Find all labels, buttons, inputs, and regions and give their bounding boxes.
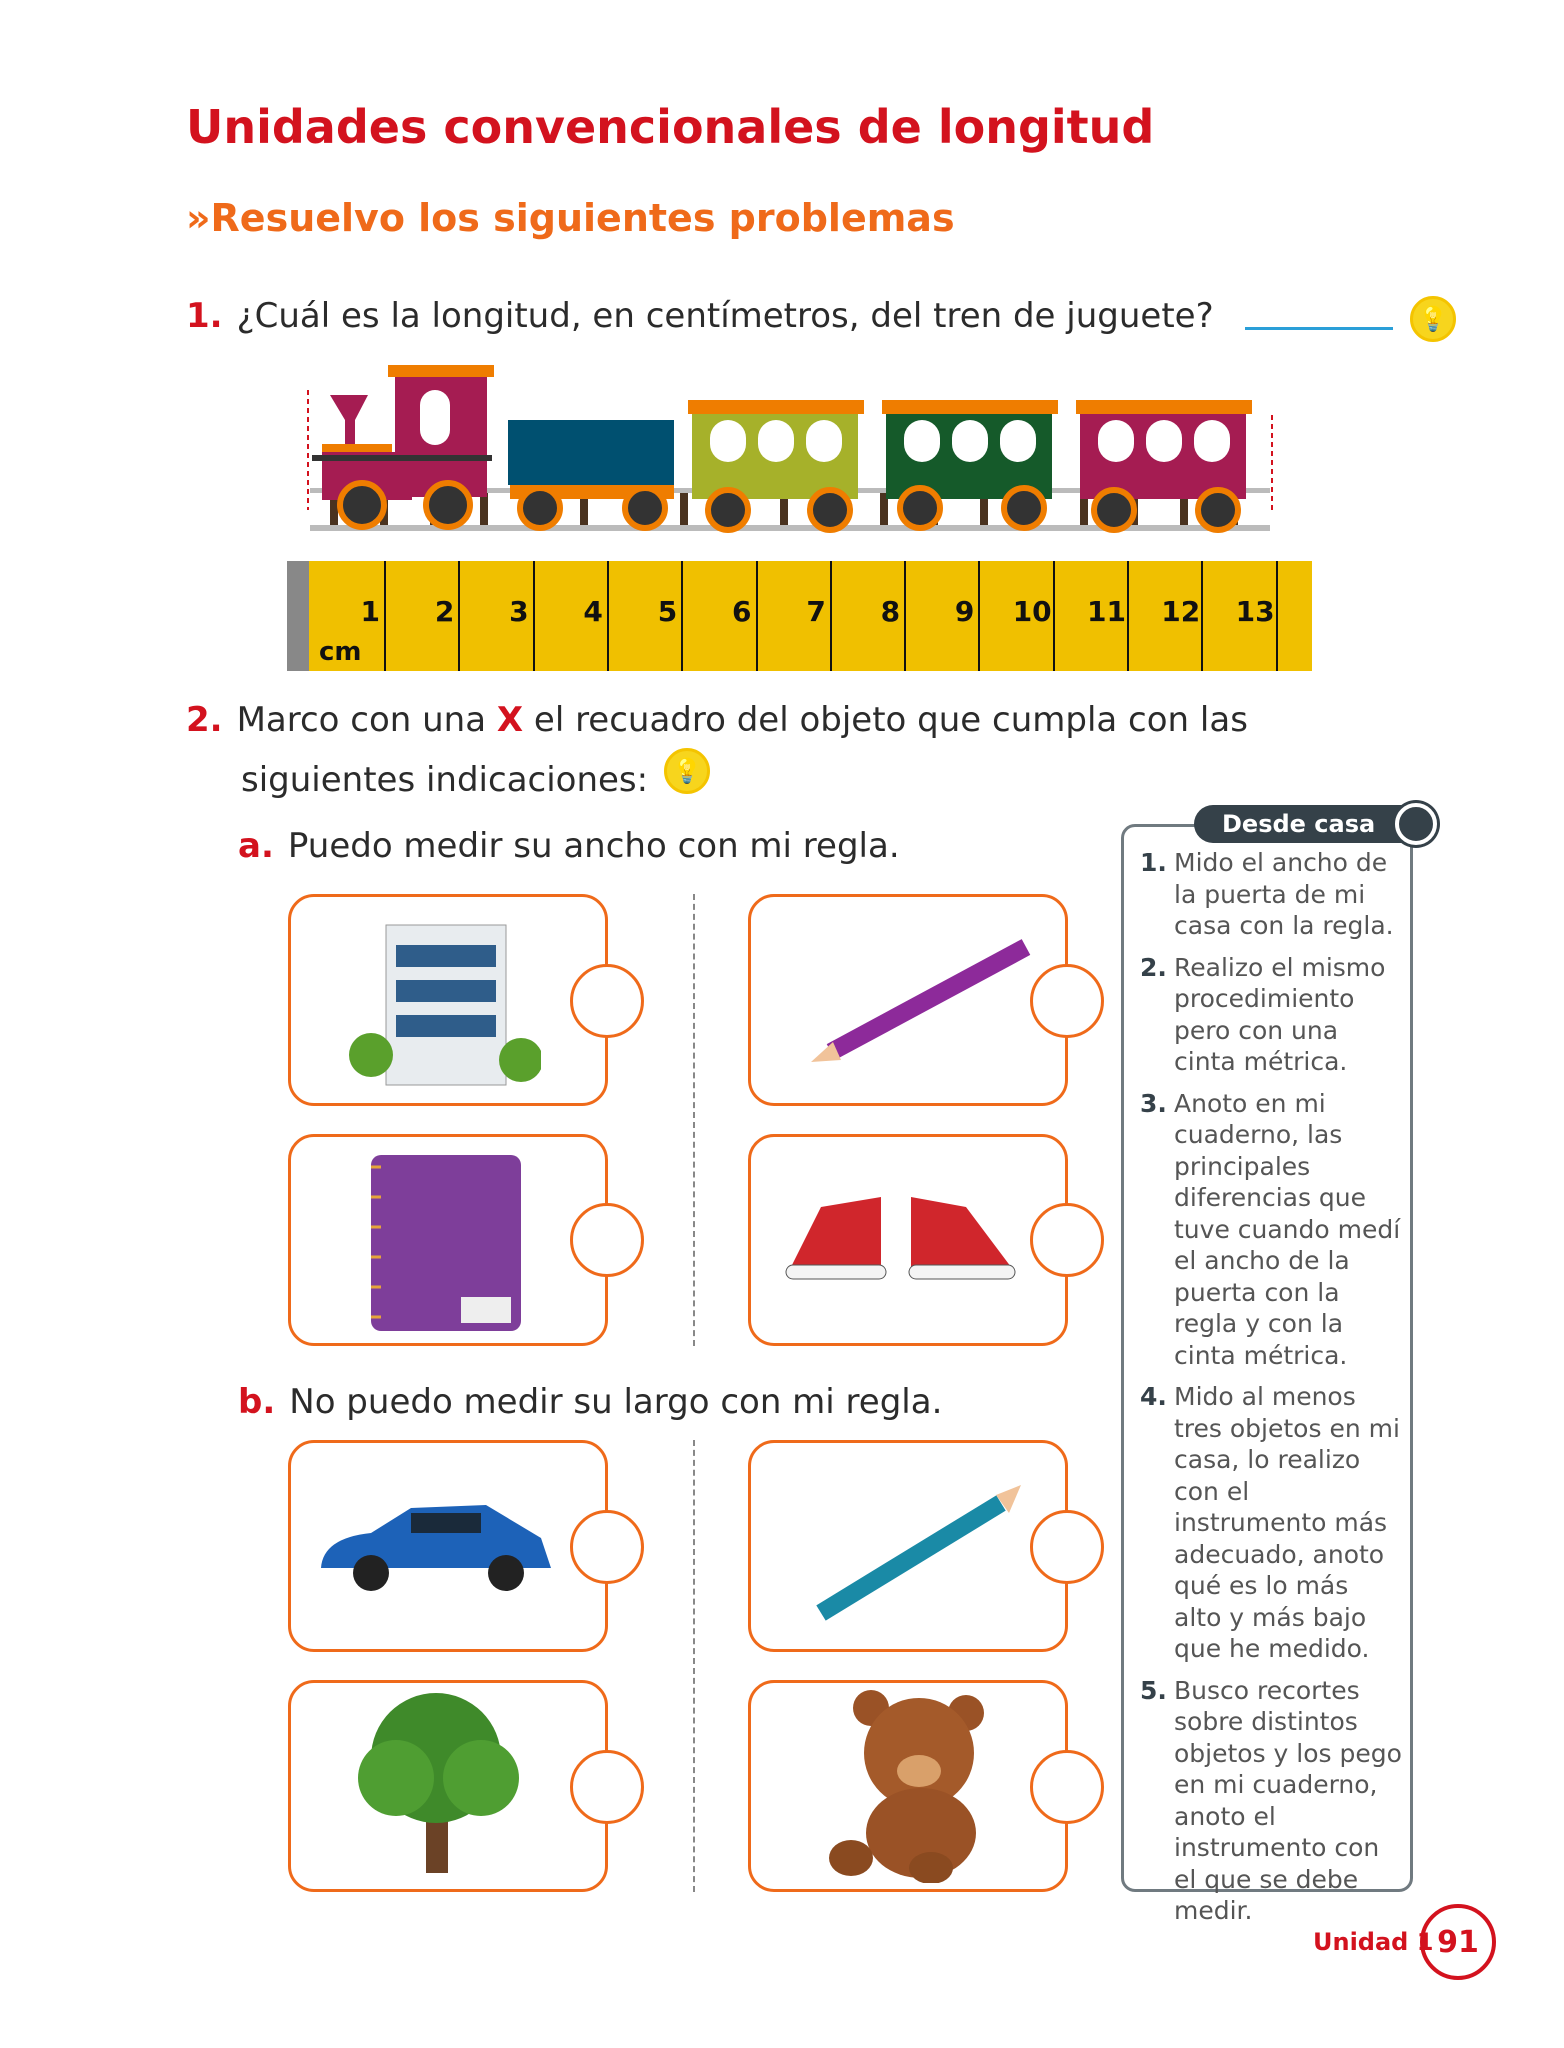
desde-casa-item — [1138, 952, 1402, 1078]
option-card-tree — [288, 1680, 608, 1892]
ruler-tick-label: 2 — [434, 595, 455, 628]
ruler-tick-label: 12 — [1161, 595, 1201, 628]
part-a — [238, 826, 900, 866]
ruler-tick-line — [978, 561, 980, 671]
ruler-tick-line — [1201, 561, 1203, 671]
answer-checkbox[interactable] — [570, 1203, 644, 1277]
part-text: Puedo medir su ancho con mi regla. — [287, 826, 900, 866]
ruler-tick-label: 9 — [954, 595, 975, 628]
part-text: No puedo medir su largo con mi regla. — [289, 1382, 943, 1422]
colored-pencil-image — [781, 1443, 1041, 1643]
ruler-tick-line — [681, 561, 683, 671]
footer-unit: Unidad 1 — [1313, 1928, 1434, 1956]
desde-casa-list — [1124, 827, 1410, 1927]
item-number: 1. — [1140, 848, 1167, 877]
option-card-notebook — [288, 1134, 608, 1346]
answer-checkbox[interactable] — [570, 964, 644, 1038]
question-text: el recuadro del objeto que cumpla con las — [523, 700, 1248, 740]
page-title: Unidades convencionales de longitud — [186, 100, 1155, 154]
question-text: Marco con una — [236, 700, 497, 740]
question-2-line2: siguientes indicaciones: — [241, 760, 649, 800]
question-1 — [186, 296, 1214, 336]
question-2 — [186, 700, 1248, 740]
ruler-tick-label: 6 — [732, 595, 752, 628]
answer-checkbox[interactable] — [570, 1510, 644, 1584]
item-number: 2. — [1140, 952, 1167, 982]
answer-checkbox[interactable] — [1030, 1510, 1104, 1584]
option-card-sneakers — [748, 1134, 1068, 1346]
item-number: 5. — [1140, 1675, 1167, 1705]
ruler-tick-line — [1053, 561, 1055, 671]
sneakers-image — [771, 1137, 1031, 1337]
ruler-tick-label: 10 — [1012, 595, 1052, 628]
ruler-tick-label: 11 — [1087, 595, 1126, 628]
answer-checkbox[interactable] — [1030, 1750, 1104, 1824]
tree-image — [346, 1683, 546, 1883]
option-card-colored-pencil — [748, 1440, 1068, 1652]
ruler-tick-label: 3 — [509, 595, 529, 628]
x-mark: X — [496, 700, 524, 740]
ruler-tick-label: 7 — [806, 595, 826, 628]
part-b — [238, 1382, 942, 1422]
item-text: Realizo el mismo procedimiento pero con una cinta métrica. — [1174, 952, 1386, 1076]
pencil-image — [781, 897, 1041, 1097]
desde-casa-item — [1138, 1381, 1402, 1665]
ruler-tick-label: 5 — [657, 595, 678, 628]
notebook-image — [371, 1137, 571, 1337]
part-letter: a. — [238, 826, 274, 866]
desde-casa-box — [1121, 824, 1413, 1925]
teddy-bear-image — [821, 1683, 1021, 1883]
ruler-tick-line — [1276, 561, 1278, 671]
part-letter: b. — [238, 1382, 276, 1422]
option-card-pencil — [748, 894, 1068, 1106]
item-text: Mido al menos tres objetos en mi casa, lo realizo con el instrumento más adecuado, anoto qué es lo más alto y más bajo que he medido. — [1174, 1382, 1400, 1663]
ruler-tick-line — [756, 561, 758, 671]
ruler-tick-line — [830, 561, 832, 671]
desde-casa-title: Desde casa — [1194, 805, 1430, 843]
ruler-tick-line — [384, 561, 386, 671]
answer-checkbox[interactable] — [1030, 1203, 1104, 1277]
ruler-tick-label: 13 — [1235, 595, 1275, 628]
ruler — [287, 561, 1312, 671]
question-number: 1. — [186, 296, 223, 336]
answer-checkbox[interactable] — [1030, 964, 1104, 1038]
item-number: 4. — [1140, 1382, 1167, 1411]
desde-casa-item — [1138, 1088, 1402, 1372]
answer-checkbox[interactable] — [570, 1750, 644, 1824]
desde-casa-item — [1138, 847, 1402, 942]
page-number: 91 — [1420, 1904, 1496, 1980]
item-number: 3. — [1140, 1088, 1167, 1118]
question-number: 2. — [186, 700, 223, 740]
ruler-tick-label: 1 — [360, 595, 380, 628]
desde-casa-item — [1138, 1675, 1402, 1927]
answer-line[interactable] — [1245, 327, 1393, 330]
question-text: ¿Cuál es la longitud, en centímetros, del tren de juguete? — [236, 296, 1214, 336]
item-text: Mido el ancho de la puerta de mi casa con la regla. — [1174, 848, 1394, 940]
option-card-car — [288, 1440, 608, 1652]
divider — [693, 894, 695, 1346]
lightbulb-icon: 💡 — [1410, 296, 1456, 342]
lightbulb-icon: 💡 — [664, 748, 710, 794]
item-text: Busco recortes sobre distintos objetos y los pego en mi cuaderno, anoto el instrumento con el que se debe medir. — [1174, 1675, 1402, 1925]
ruler-tick-line — [533, 561, 535, 671]
ruler-tick-label: 8 — [880, 595, 901, 628]
item-text: Anoto en mi cuaderno, las principales diferencias que tuve cuando medí el ancho de la puerta con la regla y con la cinta métrica. — [1174, 1088, 1401, 1370]
toy-train-image — [300, 360, 1280, 540]
ruler-tick-label: 4 — [583, 595, 603, 628]
ruler-tick-line — [1127, 561, 1129, 671]
ruler-tick-line — [458, 561, 460, 671]
building-image — [341, 905, 541, 1095]
section-subtitle: »Resuelvo los siguientes problemas — [186, 196, 955, 240]
option-card-teddy-bear — [748, 1680, 1068, 1892]
car-image — [311, 1443, 571, 1643]
ruler-unit: cm — [319, 637, 362, 667]
divider — [693, 1440, 695, 1892]
ruler-tick-line — [607, 561, 609, 671]
option-card-building — [288, 894, 608, 1106]
desde-casa-knob-icon — [1395, 803, 1437, 845]
ruler-tick-line — [904, 561, 906, 671]
